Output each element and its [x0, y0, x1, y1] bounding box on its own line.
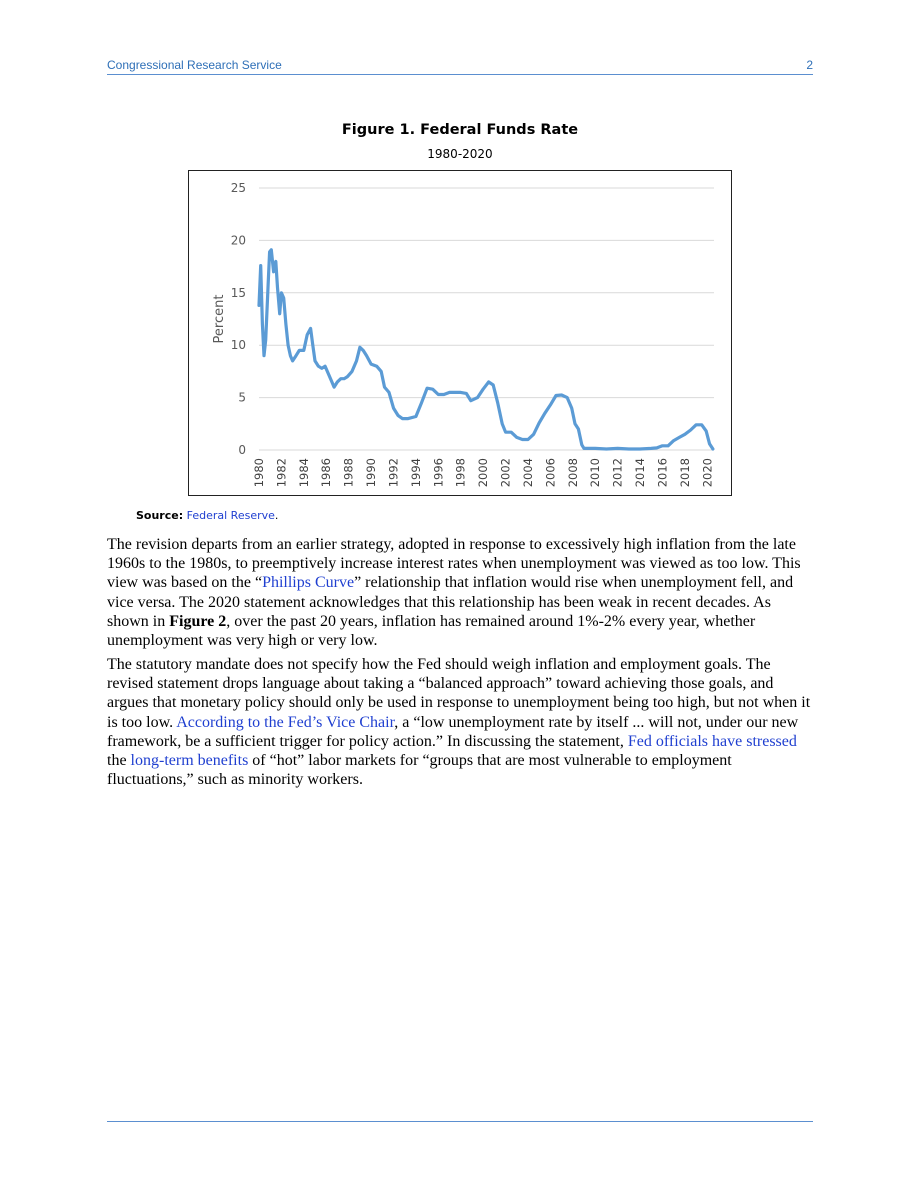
federal-funds-rate-chart: [189, 171, 731, 495]
x-tick-label: 1988: [341, 458, 356, 488]
x-tick-label: 2012: [610, 458, 625, 488]
figure-source: [136, 509, 278, 522]
chart-frame: [188, 170, 732, 496]
x-tick-label: 2002: [498, 458, 513, 488]
long-term-benefits-link[interactable]: long-term benefits: [130, 752, 249, 770]
x-tick-label: 1992: [386, 458, 401, 488]
p2-text-2: , a “low unemployment rate by itself ... will not, under our new framework, be a sufficient trigger for policy action.” In discussing the statement,: [107, 713, 799, 750]
fed-officials-link[interactable]: Fed officials have stressed: [627, 732, 797, 750]
x-tick-label: 2010: [588, 458, 603, 488]
x-tick-label: 1986: [319, 458, 334, 488]
x-tick-label: 2008: [565, 458, 580, 488]
x-tick-label: 2018: [677, 458, 692, 488]
paragraph-2: [107, 655, 813, 789]
y-tick-label: 0: [238, 443, 246, 457]
p2-text-1: The statutory mandate does not specify how the Fed should weigh inflation and employment goals. The revised statement drops language about taking a “balanced approach” toward achieving those goals, and argues that monetary policy should only be used in response to unemployment being too high, but not when it is too low.: [107, 656, 811, 731]
x-tick-label: 2016: [655, 458, 670, 488]
figure-title: Figure 1. Federal Funds Rate: [341, 122, 579, 138]
source-period: .: [274, 509, 279, 522]
x-tick-label: 2000: [476, 458, 491, 488]
x-tick-label: 1982: [274, 458, 289, 488]
figure-subtitle: 1980-2020: [427, 147, 493, 161]
x-tick-label: 2020: [700, 458, 715, 488]
y-tick-label: 20: [230, 233, 246, 248]
x-tick-label: 1980: [252, 458, 266, 488]
y-tick-label: 5: [238, 390, 246, 405]
x-tick-label: 2006: [543, 458, 558, 488]
paragraph-1: [107, 535, 813, 650]
phillips-curve-link[interactable]: Phillips Curve: [262, 574, 355, 592]
p1-text-3: , over the past 20 years, inflation has remained around 1%-2% every year, whether unemployment was very high or very low.: [107, 612, 756, 650]
x-tick-label: 1996: [431, 458, 446, 488]
p1-text-2: ” relationship that inflation would rise when unemployment fell, and vice versa. The 2020 statement acknowledges that this relationship has been weak in recent decades. As shown in: [107, 574, 794, 630]
y-tick-label: 15: [230, 285, 246, 300]
source-label: Source:: [136, 509, 184, 522]
vice-chair-link[interactable]: According to the Fed’s Vice Chair: [176, 713, 395, 731]
x-tick-label: 2004: [520, 458, 535, 488]
x-tick-label: 1994: [408, 458, 423, 488]
page-header: [107, 58, 813, 74]
header-rule: [107, 74, 813, 75]
x-tick-label: 2014: [633, 458, 648, 488]
p2-text-3: the: [107, 752, 131, 770]
y-tick-label: 10: [230, 338, 246, 353]
p2-text-4: of “hot” labor markets for “groups that are most vulnerable to employment fluctuations,” such as minority workers.: [107, 752, 732, 789]
series-line-federal-funds-rate: [259, 250, 713, 449]
page-number: 2: [806, 58, 813, 72]
header-org: Congressional Research Service: [107, 58, 282, 72]
x-tick-label: 1990: [364, 458, 379, 488]
y-axis-label: Percent: [212, 294, 227, 344]
y-tick-label: 25: [230, 181, 246, 195]
footer-rule: [107, 1121, 813, 1122]
source-link[interactable]: Federal Reserve: [186, 509, 275, 522]
p1-text-1: The revision departs from an earlier strategy, adopted in response to excessively high inflation from the late 1960s to the 1980s, to preemptively increase interest rates when unemployment was viewed as too low. This view was based on the “: [107, 536, 801, 592]
x-tick-label: 1998: [453, 458, 468, 488]
figure-2-ref: Figure 2: [169, 612, 227, 630]
x-tick-label: 1984: [296, 458, 311, 488]
